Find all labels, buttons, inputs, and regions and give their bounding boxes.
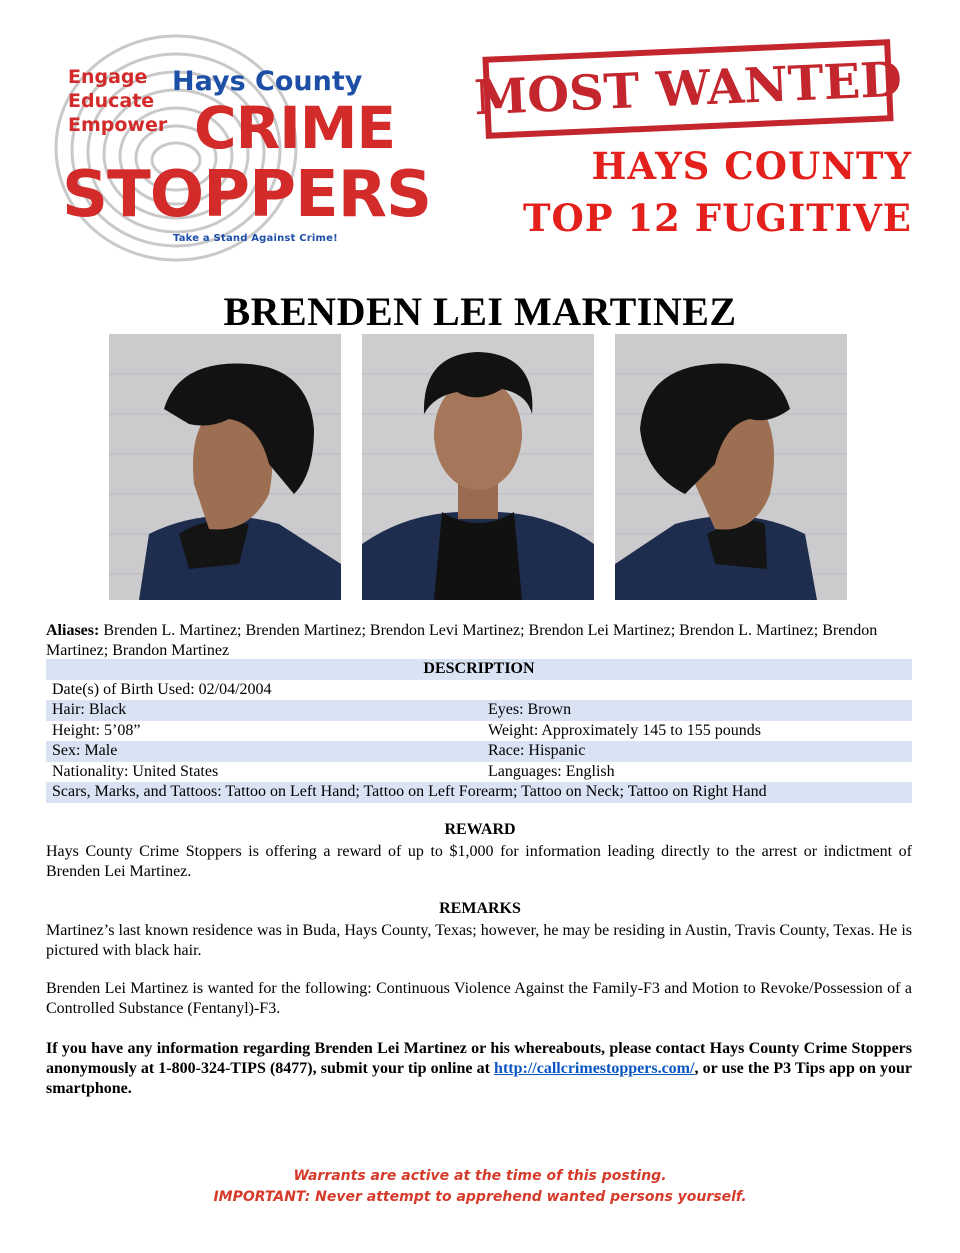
most-wanted-stamp bbox=[473, 39, 903, 139]
mugshot-right-profile bbox=[615, 334, 847, 600]
description-header: DESCRIPTION bbox=[46, 659, 912, 680]
reward-text: Hays County Crime Stoppers is offering a reward of up to $1,000 for information leading directly to the arrest or indictment of Brenden Lei Martinez. bbox=[46, 843, 912, 880]
table-row bbox=[46, 659, 912, 680]
sex-cell: Sex: Male bbox=[46, 741, 482, 762]
contact-paragraph bbox=[46, 1039, 912, 1099]
remarks-paragraph-1: Martinez’s last known residence was in Buda, Hays County, Texas; however, he may be residing in Austin, Travis County, Texas. He is pictured with black hair. bbox=[46, 922, 912, 959]
dob-cell: Date(s) of Birth Used: 02/04/2004 bbox=[52, 680, 272, 698]
aliases-text: Brenden L. Martinez; Brenden Martinez; Brendon Levi Martinez; Brendon Lei Martinez; Brendon L. Martinez; Brendon Martinez; Brandon Martinez bbox=[46, 622, 878, 659]
footer-warrant-note: Warrants are active at the time of this posting. bbox=[293, 1168, 667, 1184]
crime-stoppers-logo bbox=[46, 28, 432, 268]
remarks-header: REMARKS bbox=[439, 900, 521, 917]
most-wanted-text: MOST WANTED bbox=[473, 51, 903, 127]
contact-text-after: , or use the P3 Tips app on your smartphone. bbox=[46, 1060, 913, 1097]
logo-stoppers: STOPPERS bbox=[62, 158, 432, 232]
logo-motto-educate: Educate bbox=[68, 90, 155, 112]
aliases bbox=[46, 621, 912, 661]
scars-cell: Scars, Marks, and Tattoos: Tattoo on Left Hand; Tattoo on Left Forearm; Tattoo on Neck; Tattoo on Right Hand bbox=[46, 782, 912, 803]
weight-cell: Weight: Approximately 145 to 155 pounds bbox=[488, 721, 761, 739]
languages-cell: Languages: English bbox=[488, 762, 615, 780]
aliases-label: Aliases: bbox=[46, 622, 100, 639]
nationality-cell: Nationality: United States bbox=[52, 762, 219, 780]
eyes-cell: Eyes: Brown bbox=[482, 700, 912, 721]
table-row bbox=[46, 700, 912, 721]
fugitive-name: BRENDEN LEI MARTINEZ bbox=[223, 289, 737, 334]
mugshot-front bbox=[362, 334, 594, 600]
fugitive-title bbox=[523, 140, 912, 244]
table-row bbox=[46, 680, 912, 701]
height-cell: Height: 5’08” bbox=[52, 721, 141, 739]
title-top-12: TOP 12 FUGITIVE bbox=[522, 196, 912, 240]
logo-motto-empower: Empower bbox=[68, 114, 168, 136]
mugshot-left-profile bbox=[109, 334, 341, 600]
table-row bbox=[46, 762, 912, 783]
reward-header: REWARD bbox=[444, 821, 516, 838]
table-row bbox=[46, 721, 912, 742]
remarks-paragraph-2: Brenden Lei Martinez is wanted for the following: Continuous Violence Against the Family-F3 and Motion to Revoke/Possession of a Controlled Substance (Fentanyl)-F3. bbox=[46, 980, 912, 1017]
footer-important-note: IMPORTANT: Never attempt to apprehend wanted persons yourself. bbox=[213, 1189, 747, 1205]
table-row bbox=[46, 741, 912, 762]
table-row bbox=[46, 782, 912, 803]
contact-text-before: If you have any information regarding Brenden Lei Martinez or his whereabouts, please contact Hays County Crime Stoppers anonymously at 1-800-324-TIPS (8477), submit your tip online at bbox=[46, 1040, 912, 1077]
logo-motto-engage: Engage bbox=[68, 66, 148, 88]
race-cell: Race: Hispanic bbox=[482, 741, 912, 762]
logo-tagline: Take a Stand Against Crime! bbox=[173, 233, 338, 244]
crime-stoppers-link[interactable]: http://callcrimestoppers.com/ bbox=[494, 1060, 695, 1077]
logo-motto bbox=[68, 65, 167, 137]
logo-hays-county: Hays County bbox=[172, 66, 363, 97]
title-hays-county: HAYS COUNTY bbox=[591, 144, 912, 188]
hair-cell: Hair: Black bbox=[46, 700, 482, 721]
description-table bbox=[46, 659, 912, 803]
logo-crime: CRIME bbox=[194, 94, 396, 162]
